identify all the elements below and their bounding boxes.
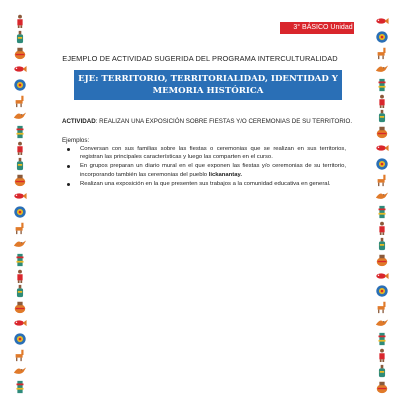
bird-icon bbox=[13, 237, 27, 251]
bottle-icon bbox=[375, 109, 389, 123]
llama-icon bbox=[375, 300, 389, 314]
totem-icon bbox=[13, 253, 27, 267]
figure-icon bbox=[375, 348, 389, 362]
figure-icon bbox=[13, 141, 27, 155]
list-item-text: Conversan con sus familias sobre las fiestas o ceremonias que se realizan en sus territorios, registran las principales características y luego las comparten en el curso. bbox=[80, 146, 346, 161]
list-item bbox=[62, 145, 346, 161]
examples-list bbox=[62, 145, 346, 189]
bottle-icon bbox=[13, 30, 27, 44]
fish-icon bbox=[375, 14, 389, 28]
mask-icon bbox=[375, 284, 389, 298]
list-item-text: Realizan una exposición en la que presenten sus trabajos a la comunidad educativa en general. bbox=[80, 180, 331, 187]
fish-icon bbox=[13, 189, 27, 203]
pot-icon bbox=[375, 380, 389, 394]
examples-label: Ejemplos: bbox=[62, 137, 90, 144]
bird-icon bbox=[375, 189, 389, 203]
totem-icon bbox=[375, 205, 389, 219]
mask-icon bbox=[375, 157, 389, 171]
llama-icon bbox=[13, 94, 27, 108]
unit-badge-text: 3° BÁSICO Unidad 2 bbox=[293, 24, 353, 43]
bottle-icon bbox=[375, 237, 389, 251]
totem-icon bbox=[13, 125, 27, 139]
bird-icon bbox=[375, 62, 389, 76]
bird-icon bbox=[13, 109, 27, 123]
bird-icon bbox=[13, 364, 27, 378]
people-name: lickanantay. bbox=[208, 171, 242, 178]
left-decoration-column bbox=[12, 14, 28, 394]
bird-icon bbox=[375, 316, 389, 330]
list-item bbox=[62, 162, 346, 178]
figure-icon bbox=[375, 221, 389, 235]
mask-icon bbox=[13, 205, 27, 219]
llama-icon bbox=[13, 221, 27, 235]
axis-banner bbox=[74, 70, 342, 100]
page-title: EJEMPLO DE ACTIVIDAD SUGERIDA DEL PROGRAMA INTERCULTURALIDAD bbox=[62, 54, 338, 63]
fish-icon bbox=[13, 316, 27, 330]
mask-icon bbox=[13, 78, 27, 92]
llama-icon bbox=[375, 173, 389, 187]
axis-banner-line-1: EJE: TERRITORIO, TERRITORIALIDAD, IDENTIDAD Y bbox=[78, 74, 338, 84]
fish-icon bbox=[375, 269, 389, 283]
axis-banner-line-2: MEMORIA HISTÓRICA bbox=[152, 86, 264, 96]
activity-label: ACTIVIDAD bbox=[62, 118, 96, 125]
right-decoration-column bbox=[374, 14, 390, 394]
list-item-text: En grupos preparan un diario mural en el que exponen las fiestas y/o ceremonias de su territorio, incorporando también las ceremonias del pueblo bbox=[80, 163, 346, 178]
unit-badge bbox=[292, 22, 354, 43]
totem-icon bbox=[13, 380, 27, 394]
mask-icon bbox=[375, 30, 389, 44]
list-item bbox=[62, 180, 346, 188]
figure-icon bbox=[13, 269, 27, 283]
bottle-icon bbox=[375, 364, 389, 378]
llama-icon bbox=[13, 348, 27, 362]
fish-icon bbox=[375, 141, 389, 155]
activity-statement bbox=[62, 118, 360, 125]
bottle-icon bbox=[13, 284, 27, 298]
figure-icon bbox=[13, 14, 27, 28]
pot-icon bbox=[13, 300, 27, 314]
activity-text: : REALIZAN UNA EXPOSICIÓN SOBRE FIESTAS Y/O CEREMONIAS DE SU TERRITORIO. bbox=[95, 118, 353, 125]
mask-icon bbox=[13, 332, 27, 346]
fish-icon bbox=[13, 62, 27, 76]
figure-icon bbox=[375, 94, 389, 108]
totem-icon bbox=[375, 332, 389, 346]
totem-icon bbox=[375, 78, 389, 92]
pot-icon bbox=[375, 125, 389, 139]
bottle-icon bbox=[13, 157, 27, 171]
pot-icon bbox=[13, 173, 27, 187]
pot-icon bbox=[375, 253, 389, 267]
